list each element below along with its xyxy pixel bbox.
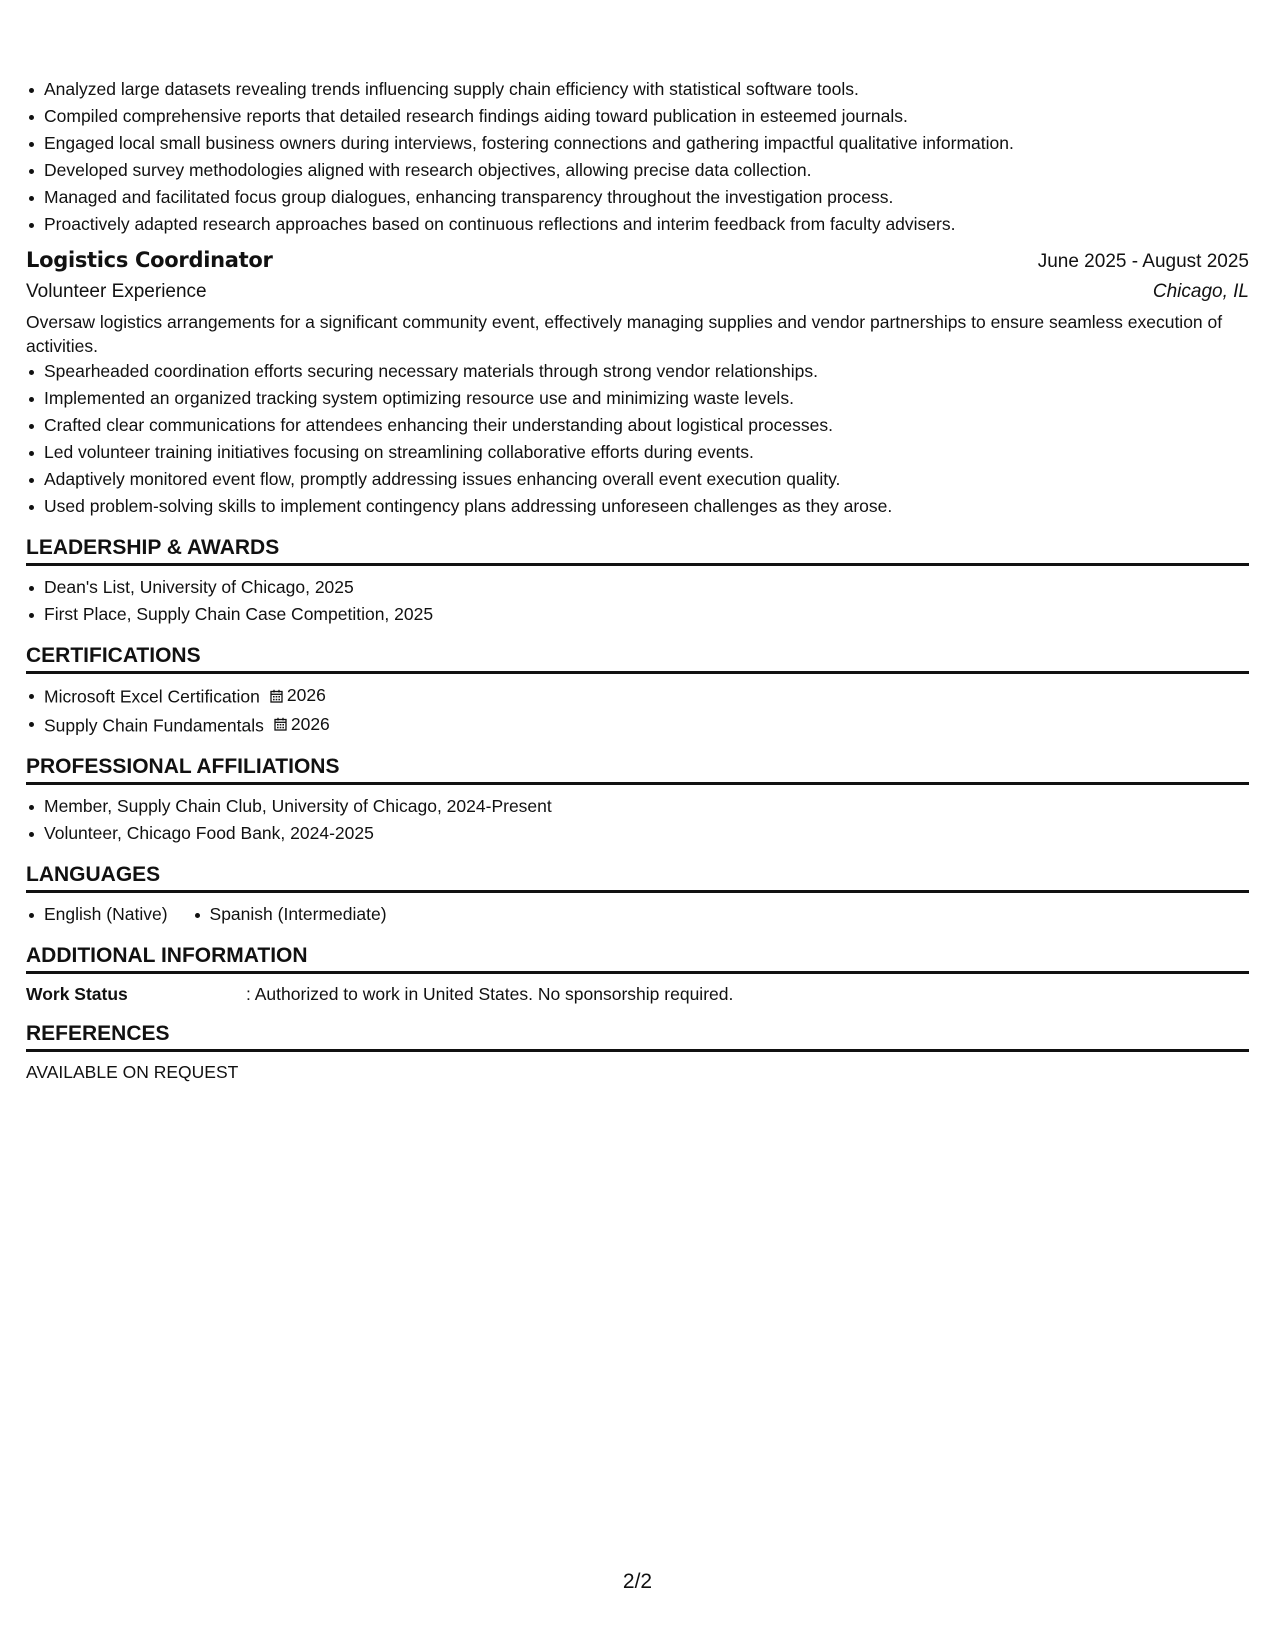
calendar-icon [270,689,283,703]
certification-year: 2026 [286,685,326,705]
certification-name: Supply Chain Fundamentals [44,715,264,735]
certification-year: 2026 [290,713,330,734]
job-subheader [26,281,1249,303]
bullet-item: Implemented an organized tracking system optimizing resource use and minimizing waste levels. [44,385,1249,412]
job-header [26,248,1249,273]
job-dates: June 2025 - August 2025 [1037,251,1249,272]
section-heading-additional-information: ADDITIONAL INFORMATION [26,944,1249,974]
work-status-row [26,982,1249,1006]
calendar-icon [274,717,287,731]
certification-item [44,682,1249,711]
bullet-item: Engaged local small business owners during interviews, fostering connections and gathering impactful qualitative information. [44,130,1249,157]
job-location: Chicago, IL [1152,281,1249,302]
certification-item [44,711,1249,740]
bullet-item: Managed and facilitated focus group dialogues, enhancing transparency throughout the investigation process. [44,184,1249,211]
leadership-list [26,574,1249,628]
bullet-item: Adaptively monitored event flow, promptly addressing issues enhancing overall event execution quality. [44,466,1249,493]
section-heading-references: REFERENCES [26,1022,1249,1052]
references-text: AVAILABLE ON REQUEST [26,1062,239,1082]
language-item: English (Native) [44,901,168,928]
list-item: Volunteer, Chicago Food Bank, 2024-2025 [44,820,1249,847]
affiliations-list [26,793,1249,847]
page-number: 2/2 [622,1570,653,1593]
language-item: Spanish (Intermediate) [210,901,387,928]
bullet-item: Used problem-solving skills to implement contingency plans addressing unforeseen challenges as they arose. [44,493,1249,520]
section-heading-affiliations: PROFESSIONAL AFFILIATIONS [26,755,1249,785]
previous-job-bullets [26,76,1249,238]
bullet-item: Led volunteer training initiatives focusing on streamlining collaborative efforts during events. [44,439,1249,466]
job-organization: Volunteer Experience [26,281,207,302]
bullet-item: Compiled comprehensive reports that detailed research findings aiding toward publication in esteemed journals. [44,103,1249,130]
languages-list [26,901,1249,928]
bullet-item: Developed survey methodologies aligned with research objectives, allowing precise data collection. [44,157,1249,184]
certification-date [274,711,330,738]
list-item: Member, Supply Chain Club, University of Chicago, 2024-Present [44,793,1249,820]
list-item: First Place, Supply Chain Case Competition, 2025 [44,601,1249,628]
job-title: Logistics Coordinator [26,248,273,272]
work-status-label: Work Status [26,984,128,1004]
certification-name: Microsoft Excel Certification [44,686,260,707]
certification-date [270,682,326,709]
bullet-item: Crafted clear communications for attendees enhancing their understanding about logistical processes. [44,412,1249,439]
bullet-item: Analyzed large datasets revealing trends influencing supply chain efficiency with statistical software tools. [44,76,1249,103]
section-heading-certifications: CERTIFICATIONS [26,644,1249,674]
job-description: Oversaw logistics arrangements for a significant community event, effectively managing supplies and vendor partnerships to ensure seamless execution of activities. [26,312,1223,356]
section-heading-leadership: LEADERSHIP & AWARDS [26,536,1249,566]
job-bullets [26,358,1249,520]
bullet-item: Proactively adapted research approaches based on continuous reflections and interim feedback from faculty advisers. [44,211,1249,238]
bullet-item: Spearheaded coordination efforts securing necessary materials through strong vendor relationships. [44,358,1249,385]
section-heading-languages: LANGUAGES [26,863,1249,893]
certifications-list [26,682,1249,739]
work-status-value: : Authorized to work in United States. No sponsorship required. [246,984,734,1004]
list-item: Dean's List, University of Chicago, 2025 [44,574,1249,601]
